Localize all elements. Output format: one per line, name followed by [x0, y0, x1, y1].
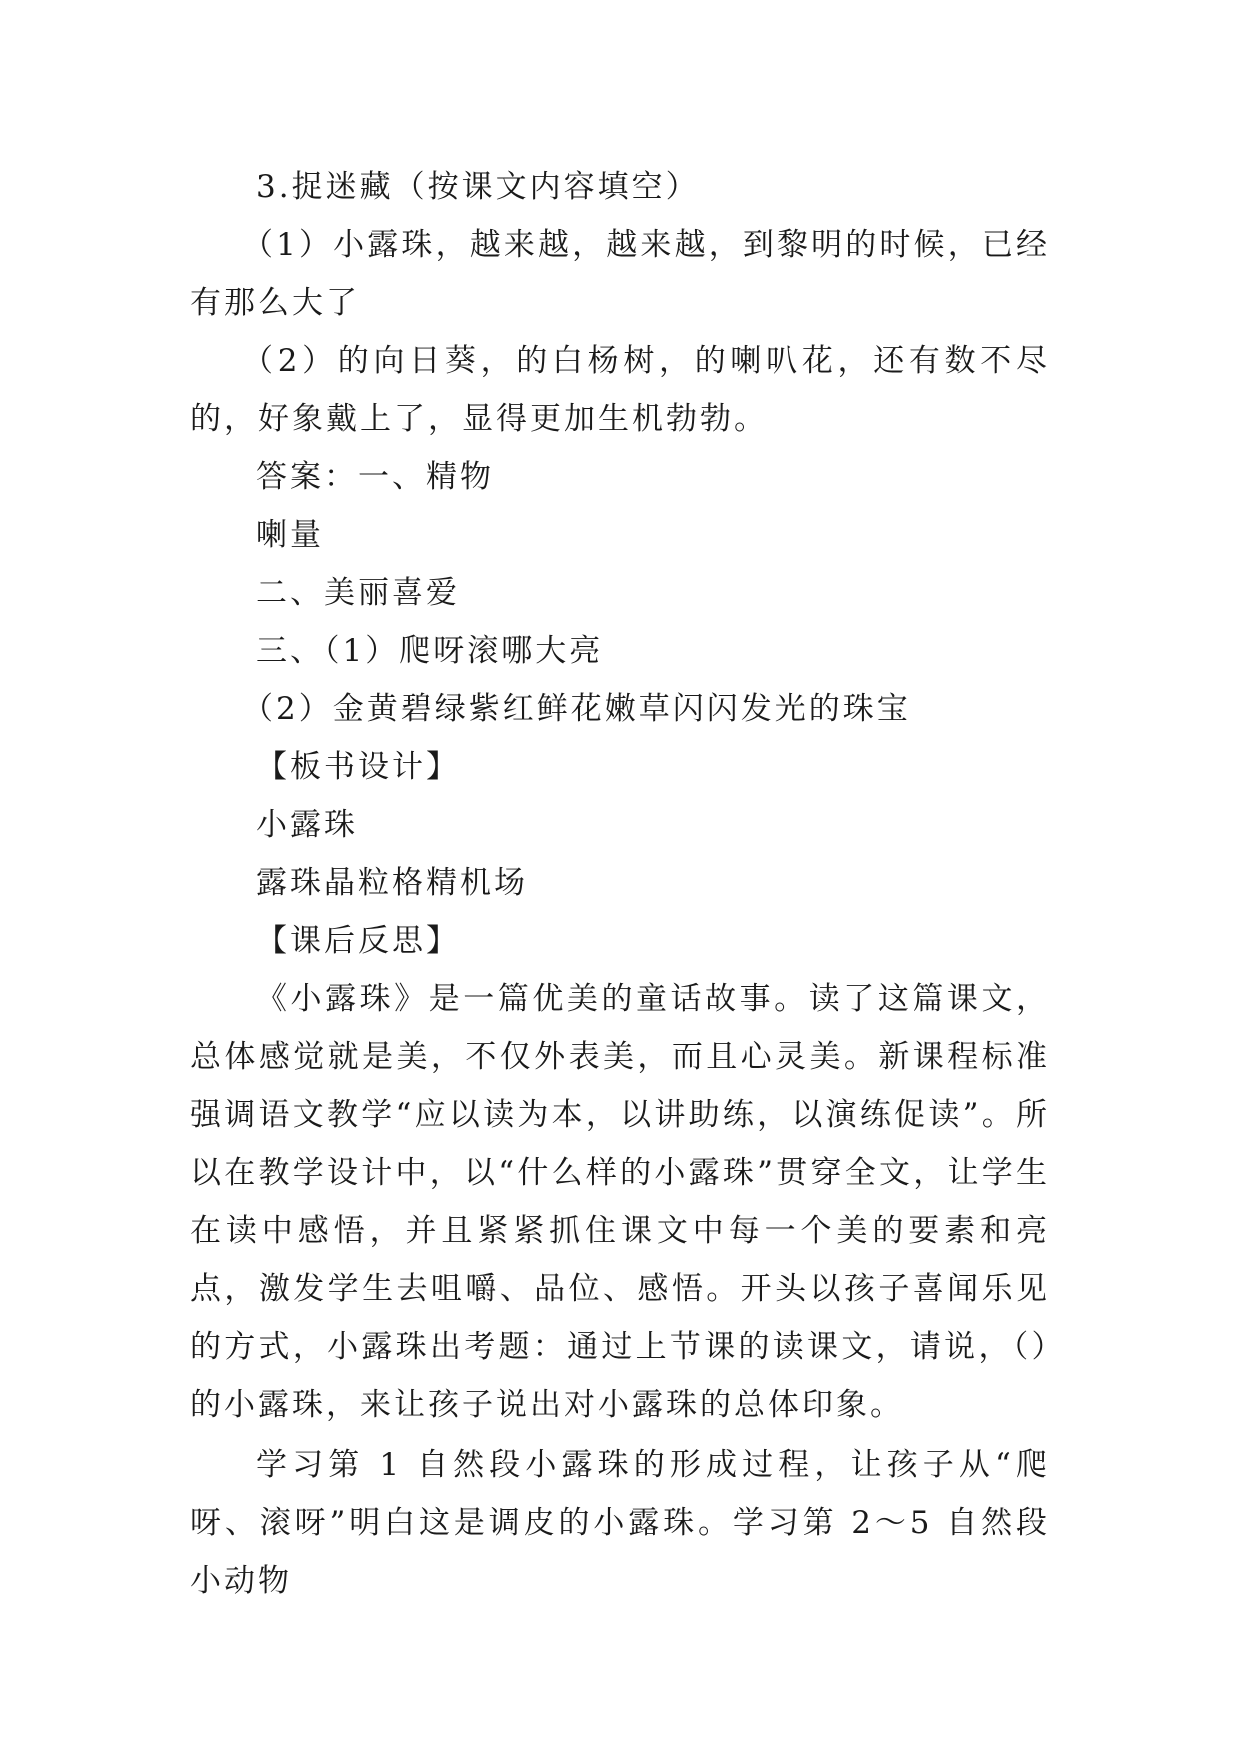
document-body — [190, 158, 1050, 1610]
answer-line-2: 喇量 — [256, 517, 324, 553]
exercise-item-1: （1）小露珠，越来越，越来越，到黎明的时候，已经有那么大了 — [190, 227, 1050, 321]
answer-line-3: 二、美丽喜爱 — [256, 575, 460, 611]
reflection-paragraph-1: 《小露珠》是一篇优美的童话故事。读了这篇课文，总体感觉就是美，不仅外表美，而且心灵美。新课程标准强调语文教学“应以读为本，以讲助练，以演练促读”。所以在教学设计中，以“什么样的小露珠”贯穿全文，让学生在读中感悟，并且紧紧抓住课文中每一个美的要素和亮点，激发学生去咀嚼、品位、感悟。开头以孩子喜闻乐见的方式，小露珠出考题：通过上节课的读课文，请说，（）的小露珠，来让孩子说出对小露珠的总体印象。 — [190, 981, 1050, 1423]
exercise-heading: 3.捉迷藏（按课文内容填空） — [256, 169, 700, 205]
exercise-item-2: （2）的向日葵，的白杨树，的喇叭花，还有数不尽的，好象戴上了，显得更加生机勃勃。 — [190, 343, 1050, 437]
board-design-line-2: 露珠晶粒格精机场 — [256, 865, 528, 901]
section-heading-board-design: 【板书设计】 — [256, 749, 460, 785]
reflection-paragraph-2: 学习第 1 自然段小露珠的形成过程，让孩子从“爬呀、滚呀”明白这是调皮的小露珠。学习第 2～5 自然段小动物 — [190, 1447, 1050, 1599]
board-design-line-1: 小露珠 — [256, 807, 358, 843]
answer-line-4: 三、（1）爬呀滚哪大亮 — [256, 633, 604, 669]
answer-line-5: （2）金黄碧绿紫红鲜花嫩草闪闪发光的珠宝 — [242, 691, 911, 727]
answer-line-1: 答案：一、精物 — [256, 459, 494, 495]
section-heading-reflection: 【课后反思】 — [256, 923, 460, 959]
